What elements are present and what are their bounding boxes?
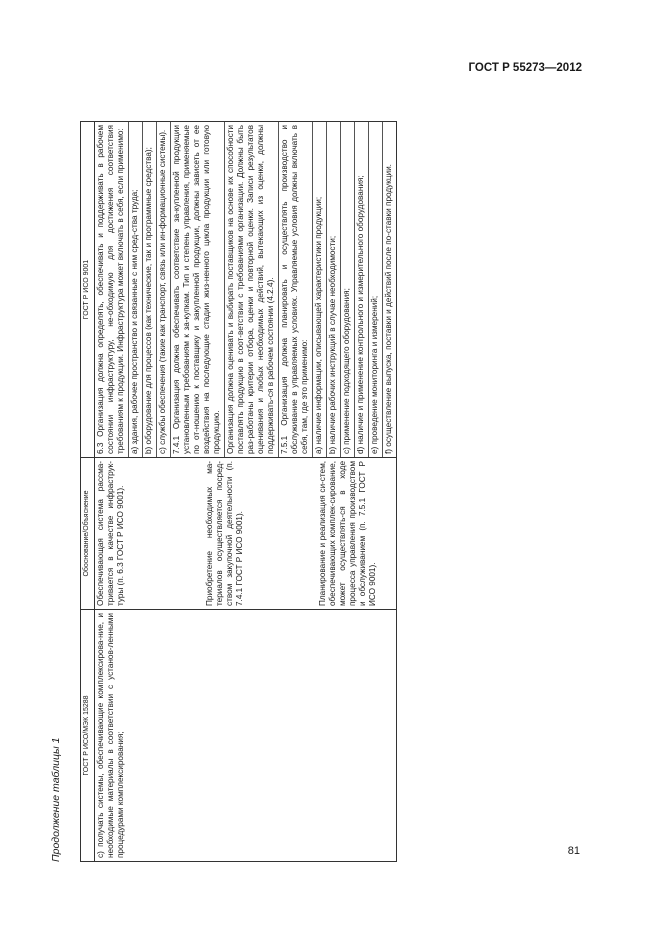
- column-header-iso-9001: ГОСТ Р ИСО 9001: [81, 122, 95, 458]
- cell-rationale: [95, 458, 397, 610]
- cell-iso-iec-15288: [95, 610, 397, 862]
- clause-6-3-a: а) здания, рабочее пространство и связанные с ним сред-ства труда;: [129, 122, 143, 457]
- clause-7-5-1-e: е) проведение мониторинга и измерений;: [369, 122, 383, 457]
- table-header-row: [81, 122, 95, 862]
- rationale-infrastructure: Обеспечивающая система рассма-тривается в качестве инфраструк-туры (п. 6.3 ГОСТ Р ИСО 9001).: [96, 461, 125, 606]
- clause-6-3: 6.3 Организация должна определять, обеспечивать и поддерживать в рабочем состоянии инфраструктуру, не-обходимую для достижения соответствия требованиям к продукции. Инфраструктура может включать в себя, если применимо:: [95, 122, 129, 457]
- clause-7-5-1-b: b) наличие рабочих инструкций в случае необходимости;: [327, 122, 341, 457]
- clause-7-4-1-suppliers: Организация должна оценивать и выбирать поставщиков на основе их способности поставлять продукцию в соот-ветствии с требованиями организации. Должны быть раз-работаны критерии отбора, оценки и повторной оценки. Записи результатов оценивания и любых необходимых действий, вытекающих из оценки, должны поддерживать-ся в рабочем состоянии (4.2.4).: [225, 122, 279, 457]
- clause-7-5-1-c: с) применение подходящего оборудования;: [341, 122, 355, 457]
- column-header-iso-iec-15288: ГОСТ Р ИСО/МЭК 15288: [81, 610, 95, 862]
- clause-7-4-1: 7.4.1 Организация должна обеспечивать соответствие за-купленной продукции установленным требованиям к за-купкам. Тип и степень управления, применяемые по от-ношению к поставщику и закупленной продукции, должны зависеть от ее воздействия на последующие стадии жиз-ненного цикла продукции или готовую продукцию.: [171, 122, 225, 457]
- clause-7-5-1: 7.5.1 Организация должна планировать и осуществлять производство и обслуживание в управляемых условиях. Управляемые условия должны включать в себя, там, где это применимо:: [279, 122, 313, 457]
- rotated-table-region: [50, 122, 550, 862]
- clause-7-5-1-d: d) наличие и применение контрольного и измерительного оборудования;: [355, 122, 369, 457]
- clause-7-5-1-f: f) осуществление выпуска, поставки и действий после по-ставки продукции.: [384, 164, 393, 454]
- page-number: 81: [567, 845, 580, 857]
- table-row: [95, 122, 397, 862]
- clause-6-3-c: с) службы обеспечения (такие как транспорт, связь или ин-формационные системы).: [157, 122, 171, 457]
- rationale-procurement: Приобретение необходимых ма-териалов осуществляется посред-ством закупочной деятельности (п. 7.4.1 ГОСТ Р ИСО 9001).: [205, 461, 244, 606]
- requirement-text: с) получать системы, обеспечивающие комплексирова-ние, и необходимые материалы в соответствии с установ-ленными процедурами комплексирования;: [96, 613, 125, 858]
- clause-6-3-b: b) оборудование для процессов (как технические, так и программные средства);: [143, 122, 157, 457]
- rationale-production: Планирование и реализация си-стем, обеспечивающих комплек-сирование, может осуществлять-ся в ходе процесса управления производством и обслуживанием (п. 7.5.1 ГОСТ Р ИСО 9001).: [318, 461, 377, 606]
- standard-title: ГОСТ Р 55273—2012: [468, 62, 582, 74]
- table-caption: Продолжение таблицы 1: [50, 737, 62, 862]
- comparison-table: [80, 121, 397, 862]
- clause-7-5-1-a: а) наличие информации, описывающей характеристики продукции;: [313, 122, 327, 457]
- column-header-rationale: Обоснование/Объяснение: [81, 458, 95, 610]
- cell-iso-9001: [95, 122, 397, 458]
